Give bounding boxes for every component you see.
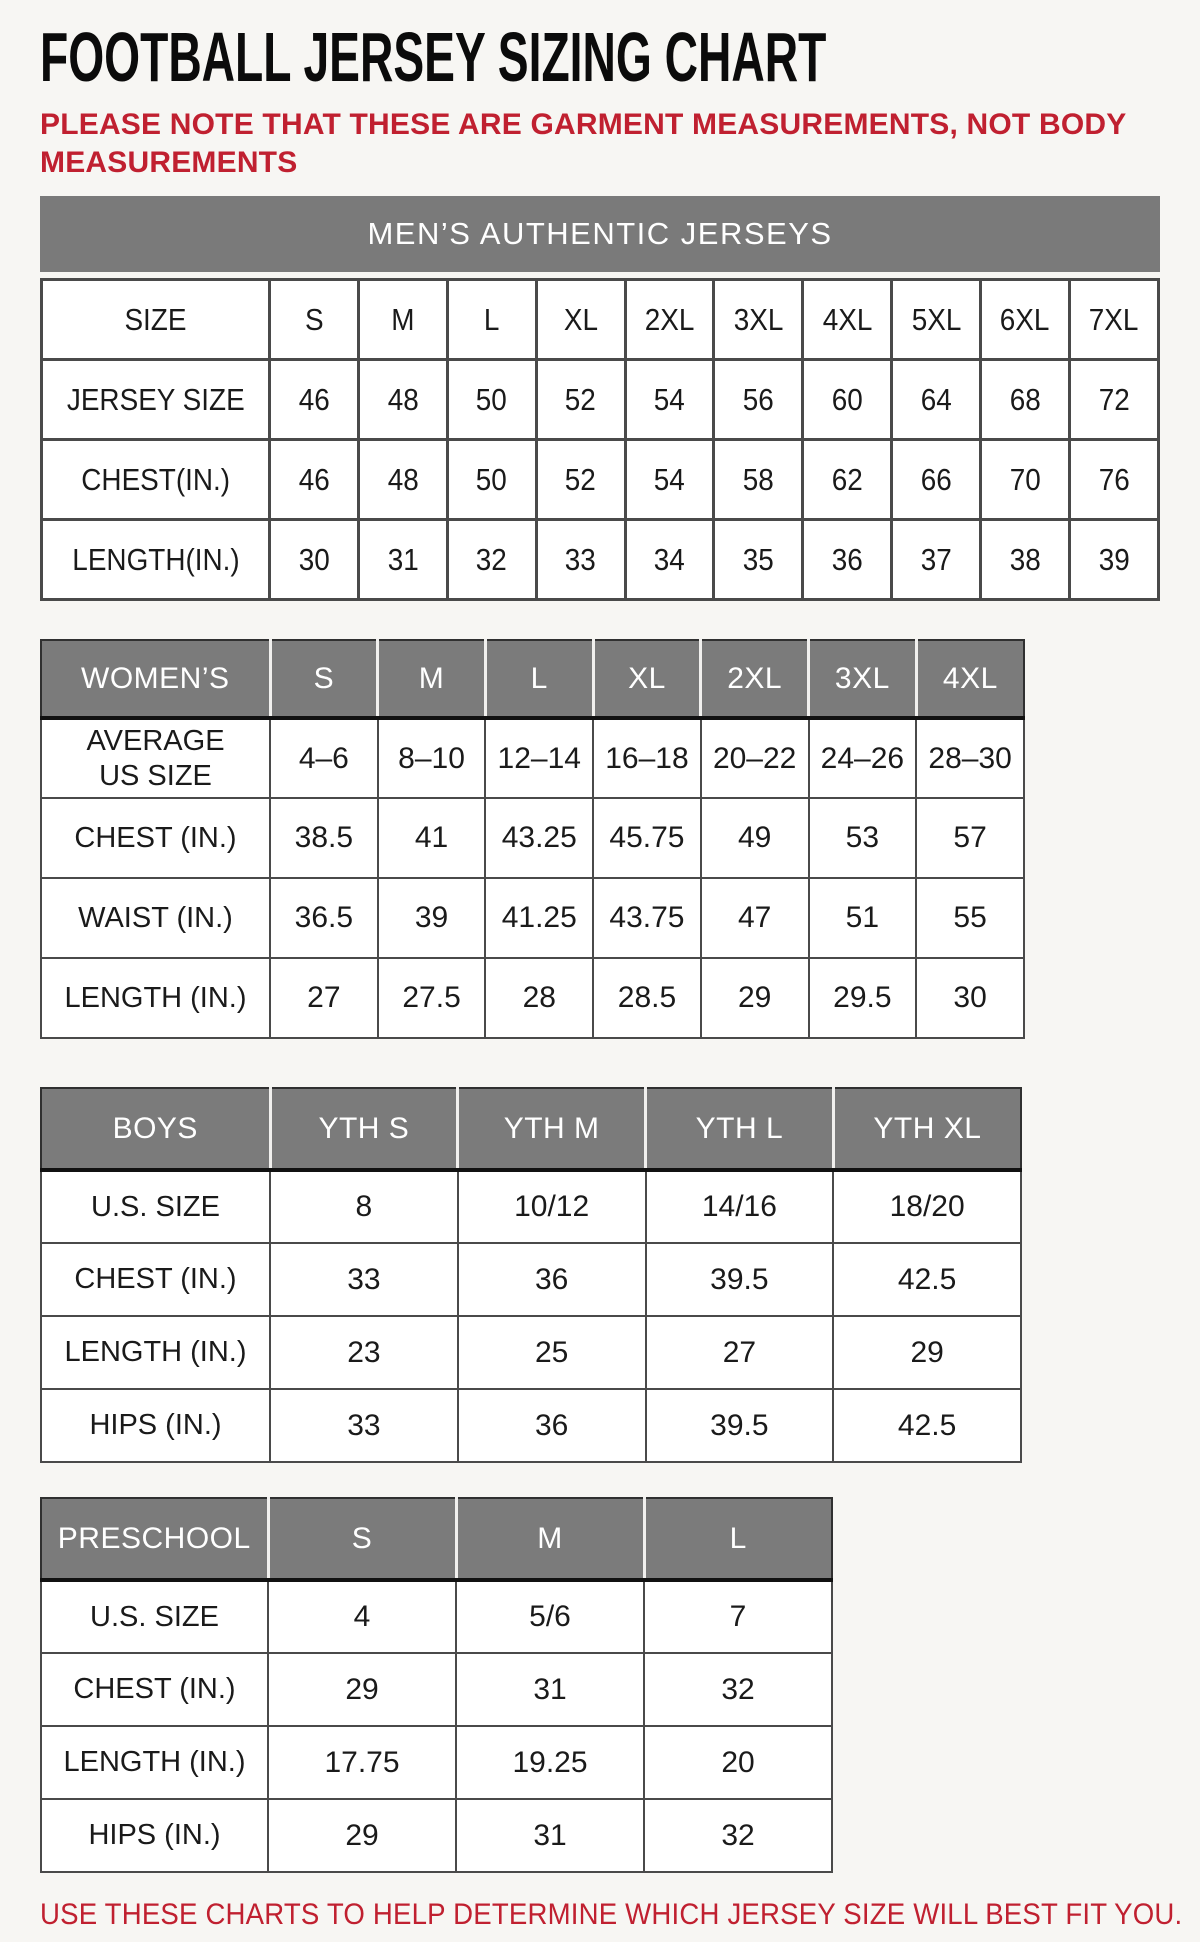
value-cell: 52: [565, 381, 597, 417]
value-cell: 4–6: [270, 718, 378, 798]
value-cell: 7: [644, 1580, 832, 1653]
mens-chest-row: [42, 440, 1159, 520]
footer-note: [40, 1898, 1183, 1932]
value-cell: 50: [476, 381, 508, 417]
row-label: CHEST (IN.): [41, 1243, 270, 1316]
size-header: L: [644, 1498, 832, 1580]
value-cell: 38.5: [270, 798, 378, 878]
value-cell: 35: [742, 541, 774, 577]
note-line-1: PLEASE NOTE THAT THESE ARE GARMENT MEASUREMENTS, NOT BODY: [40, 108, 1127, 141]
row-label: LENGTH (IN.): [41, 1316, 270, 1389]
value-cell: 27: [646, 1316, 834, 1389]
value-cell: 45.75: [593, 798, 701, 878]
boys-length-row: [41, 1316, 1021, 1389]
size-header: YTH L: [646, 1088, 834, 1170]
mens-length-row: [42, 520, 1159, 600]
value-cell: 43.25: [485, 798, 593, 878]
value-cell: 54: [653, 381, 686, 417]
size-cell: L: [483, 301, 500, 337]
size-cell: 7XL: [1089, 301, 1139, 337]
value-cell: 28: [485, 958, 593, 1038]
row-label: LENGTH (IN.): [41, 958, 270, 1038]
preschool-header-row: [41, 1498, 832, 1580]
row-label: SIZE: [124, 301, 187, 337]
value-cell: 32: [476, 541, 508, 577]
preschool-sizing-table: [40, 1497, 833, 1873]
value-cell: 49: [701, 798, 809, 878]
value-cell: 55: [916, 878, 1024, 958]
value-cell: 41.25: [485, 878, 593, 958]
value-cell: 62: [831, 461, 863, 497]
value-cell: 5/6: [456, 1580, 644, 1653]
value-cell: 36.5: [270, 878, 378, 958]
table-title-cell: BOYS: [41, 1088, 270, 1170]
value-cell: 23: [270, 1316, 458, 1389]
value-cell: 16–18: [593, 718, 701, 798]
value-cell: 8–10: [378, 718, 486, 798]
value-cell: 17.75: [268, 1726, 456, 1799]
value-cell: 39: [1098, 541, 1130, 577]
size-header: YTH S: [270, 1088, 458, 1170]
garment-measurements-note: [40, 106, 1160, 181]
preschool-length-row: [41, 1726, 832, 1799]
row-label: JERSEY SIZE: [66, 381, 245, 417]
value-cell: 76: [1098, 461, 1130, 497]
value-cell: 51: [809, 878, 917, 958]
size-header: 2XL: [701, 640, 809, 718]
value-cell: 31: [387, 541, 419, 577]
row-label: U.S. SIZE: [41, 1580, 268, 1653]
size-cell: S: [304, 301, 324, 337]
value-cell: 12–14: [485, 718, 593, 798]
value-cell: 28.5: [593, 958, 701, 1038]
value-cell: 70: [1009, 461, 1041, 497]
preschool-hips-row: [41, 1799, 832, 1872]
value-cell: 36: [831, 541, 863, 577]
value-cell: 38: [1009, 541, 1041, 577]
value-cell: 29: [268, 1799, 456, 1872]
value-cell: 57: [916, 798, 1024, 878]
value-cell: 46: [298, 381, 330, 417]
value-cell: 30: [916, 958, 1024, 1038]
value-cell: 60: [831, 381, 863, 417]
value-cell: 33: [270, 1389, 458, 1462]
row-label: AVERAGE US SIZE: [86, 725, 225, 792]
size-cell: 2XL: [644, 301, 695, 337]
womens-us-size-row: [41, 718, 1024, 798]
value-cell: 24–26: [809, 718, 917, 798]
value-cell: 28–30: [916, 718, 1024, 798]
value-cell: 42.5: [833, 1389, 1021, 1462]
value-cell: 20: [644, 1726, 832, 1799]
note-line-2: MEASUREMENTS: [40, 145, 298, 179]
value-cell: 29: [833, 1316, 1021, 1389]
value-cell: 39.5: [646, 1243, 834, 1316]
size-header: M: [378, 640, 486, 718]
size-cell: 3XL: [733, 301, 784, 337]
boys-chest-row: [41, 1243, 1021, 1316]
value-cell: 43.75: [593, 878, 701, 958]
mens-size-row: [42, 280, 1159, 360]
boys-us-size-row: [41, 1170, 1021, 1243]
value-cell: 39: [378, 878, 486, 958]
value-cell: 19.25: [456, 1726, 644, 1799]
value-cell: 58: [742, 461, 774, 497]
value-cell: 32: [644, 1653, 832, 1726]
size-header: 3XL: [809, 640, 917, 718]
mens-table-banner: MEN’S AUTHENTIC JERSEYS: [40, 196, 1160, 272]
size-cell: 4XL: [822, 301, 873, 337]
row-label: HIPS (IN.): [41, 1389, 270, 1462]
value-cell: 4: [268, 1580, 456, 1653]
size-header: YTH M: [458, 1088, 646, 1170]
value-cell: 27.5: [378, 958, 486, 1038]
value-cell: 29: [701, 958, 809, 1038]
preschool-us-size-row: [41, 1580, 832, 1653]
value-cell: 64: [920, 381, 952, 417]
size-header: L: [485, 640, 593, 718]
size-cell: XL: [563, 301, 598, 337]
value-cell: 29: [268, 1653, 456, 1726]
value-cell: 36: [458, 1243, 646, 1316]
size-header: 4XL: [916, 640, 1024, 718]
value-cell: 68: [1009, 381, 1041, 417]
footer-note-text: USE THESE CHARTS TO HELP DETERMINE WHICH JERSEY SIZE WILL BEST FIT YOU.: [40, 1898, 1183, 1931]
value-cell: 33: [565, 541, 597, 577]
value-cell: 8: [270, 1170, 458, 1243]
value-cell: 37: [920, 541, 952, 577]
value-cell: 34: [653, 541, 686, 577]
table-title-cell: WOMEN’S: [41, 640, 270, 718]
value-cell: 25: [458, 1316, 646, 1389]
page-title: FOOTBALL JERSEY SIZING CHART: [40, 18, 827, 96]
value-cell: 42.5: [833, 1243, 1021, 1316]
value-cell: 14/16: [646, 1170, 834, 1243]
row-label: HIPS (IN.): [41, 1799, 268, 1872]
value-cell: 27: [270, 958, 378, 1038]
value-cell: 29.5: [809, 958, 917, 1038]
value-cell: 41: [378, 798, 486, 878]
preschool-chest-row: [41, 1653, 832, 1726]
row-label: LENGTH (IN.): [41, 1726, 268, 1799]
value-cell: 66: [920, 461, 952, 497]
womens-sizing-table: [40, 639, 1025, 1039]
row-label: CHEST (IN.): [41, 1653, 268, 1726]
womens-length-row: [41, 958, 1024, 1038]
size-header: S: [270, 640, 378, 718]
value-cell: 39.5: [646, 1389, 834, 1462]
value-cell: 32: [644, 1799, 832, 1872]
value-cell: 10/12: [458, 1170, 646, 1243]
value-cell: 48: [387, 461, 419, 497]
size-cell: M: [391, 301, 415, 337]
size-header: XL: [593, 640, 701, 718]
row-label: LENGTH(IN.): [71, 541, 240, 577]
value-cell: 18/20: [833, 1170, 1021, 1243]
row-label: CHEST(IN.): [81, 461, 230, 497]
value-cell: 30: [298, 541, 330, 577]
boys-sizing-table: [40, 1087, 1022, 1463]
value-cell: 48: [387, 381, 419, 417]
value-cell: 33: [270, 1243, 458, 1316]
value-cell: 31: [456, 1653, 644, 1726]
size-cell: 6XL: [1000, 301, 1050, 337]
value-cell: 47: [701, 878, 809, 958]
size-header: YTH XL: [833, 1088, 1021, 1170]
value-cell: 36: [458, 1389, 646, 1462]
womens-header-row: [41, 640, 1024, 718]
value-cell: 54: [653, 461, 686, 497]
value-cell: 50: [476, 461, 508, 497]
mens-sizing-table: [40, 278, 1160, 601]
size-header: S: [268, 1498, 456, 1580]
value-cell: 46: [298, 461, 330, 497]
value-cell: 53: [809, 798, 917, 878]
value-cell: 20–22: [701, 718, 809, 798]
value-cell: 52: [565, 461, 597, 497]
womens-waist-row: [41, 878, 1024, 958]
value-cell: 72: [1098, 381, 1130, 417]
boys-header-row: [41, 1088, 1021, 1170]
mens-jersey-size-row: [42, 360, 1159, 440]
row-label: U.S. SIZE: [41, 1170, 270, 1243]
womens-chest-row: [41, 798, 1024, 878]
size-header: M: [456, 1498, 644, 1580]
size-cell: 5XL: [911, 301, 962, 337]
value-cell: 56: [742, 381, 774, 417]
row-label: WAIST (IN.): [41, 878, 270, 958]
value-cell: 31: [456, 1799, 644, 1872]
row-label: CHEST (IN.): [41, 798, 270, 878]
table-title-cell: PRESCHOOL: [41, 1498, 268, 1580]
boys-hips-row: [41, 1389, 1021, 1462]
